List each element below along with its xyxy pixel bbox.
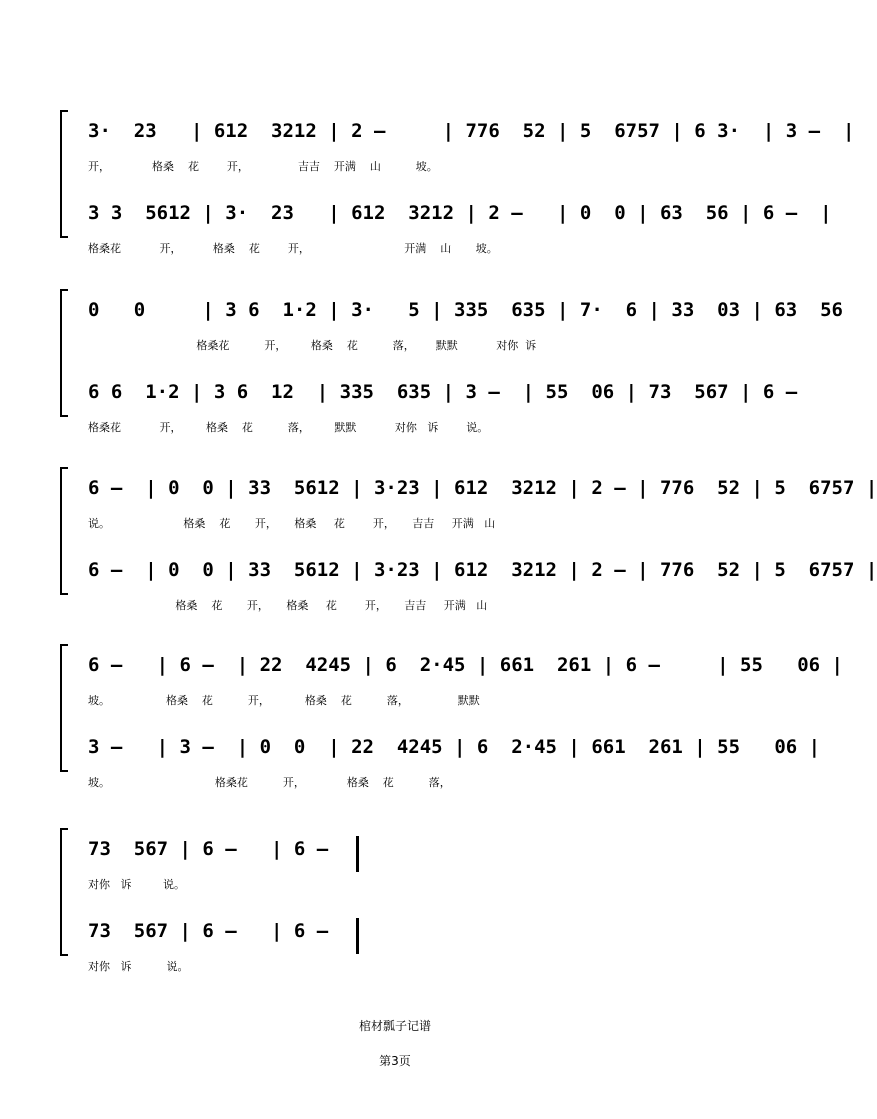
lower-notes: 3 – | 3 – | 0 0 | 22 4245 | 6 2·45 | 661 261 | 55 06 | [88, 736, 821, 758]
lower-voice [78, 202, 832, 255]
lower-voice [78, 381, 798, 434]
upper-lyrics: 说。 格桑 花 开， 格桑 花 开， 吉吉 开满 山 [88, 517, 496, 530]
system-brace [60, 110, 68, 238]
lower-notes: 6 – | 0 0 | 33 5612 | 3·23 | 612 3212 | 2 – | 776 52 | 5 6757 | [88, 559, 877, 581]
upper-notes: 6 – | 6 – | 22 4245 | 6 2·45 | 661 261 | 6 – | 55 06 | [88, 654, 843, 676]
lower-lyrics: 对你 诉 说。 [88, 960, 189, 973]
upper-notes: 0 0 | 3 6 1·2 | 3· 5 | 335 635 | 7· 6 | 33 03 | 63 56 [88, 299, 843, 321]
upper-voice [78, 654, 843, 707]
lower-voice [78, 559, 877, 612]
lower-notes: 73 567 | 6 – | 6 – [88, 920, 329, 942]
upper-lyrics: 对你 诉 说。 [88, 878, 185, 891]
lower-lyrics: 格桑花 开， 格桑 花 落， 默默 对你 诉 说。 [88, 421, 489, 434]
upper-voice [78, 299, 843, 352]
lower-voice [78, 920, 718, 973]
lower-voice [78, 736, 821, 789]
system-brace [60, 644, 68, 772]
upper-notes: 6 – | 0 0 | 33 5612 | 3·23 | 612 3212 | 2 – | 776 52 | 5 6757 | [88, 477, 877, 499]
system-brace [60, 289, 68, 417]
system-brace [60, 828, 68, 956]
upper-notes: 73 567 | 6 – | 6 – [88, 838, 329, 860]
upper-lyrics: 格桑花 开， 格桑 花 落， 默默 对你 诉 [88, 339, 537, 352]
upper-notes: 3· 23 | 612 3212 | 2 – | 776 52 | 5 6757 | 6 3· | 3 – | [88, 120, 855, 142]
credit-text: 棺材瓢子记谱 [358, 1019, 431, 1033]
upper-lyrics: 开， 格桑 花 开， 吉吉 开满 山 坡。 [88, 160, 438, 173]
upper-lyrics: 坡。 格桑 花 开， 格桑 花 落， 默默 [88, 694, 480, 707]
lower-lyrics: 格桑花 开， 格桑 花 开， 开满 山 坡。 [88, 242, 498, 255]
system-brace [60, 467, 68, 595]
upper-voice [78, 477, 877, 530]
upper-voice [78, 838, 718, 891]
lower-lyrics: 坡。 格桑花 开， 格桑 花 落， [88, 776, 451, 789]
upper-voice [78, 120, 855, 173]
page-number: 第3页 [379, 1054, 411, 1068]
lower-notes: 6 6 1·2 | 3 6 12 | 335 635 | 3 – | 55 06 | 73 567 | 6 – [88, 381, 798, 403]
lower-notes: 3 3 5612 | 3· 23 | 612 3212 | 2 – | 0 0 | 63 56 | 6 – | [88, 202, 832, 224]
lower-lyrics: 格桑 花 开， 格桑 花 开， 吉吉 开满 山 [88, 599, 488, 612]
